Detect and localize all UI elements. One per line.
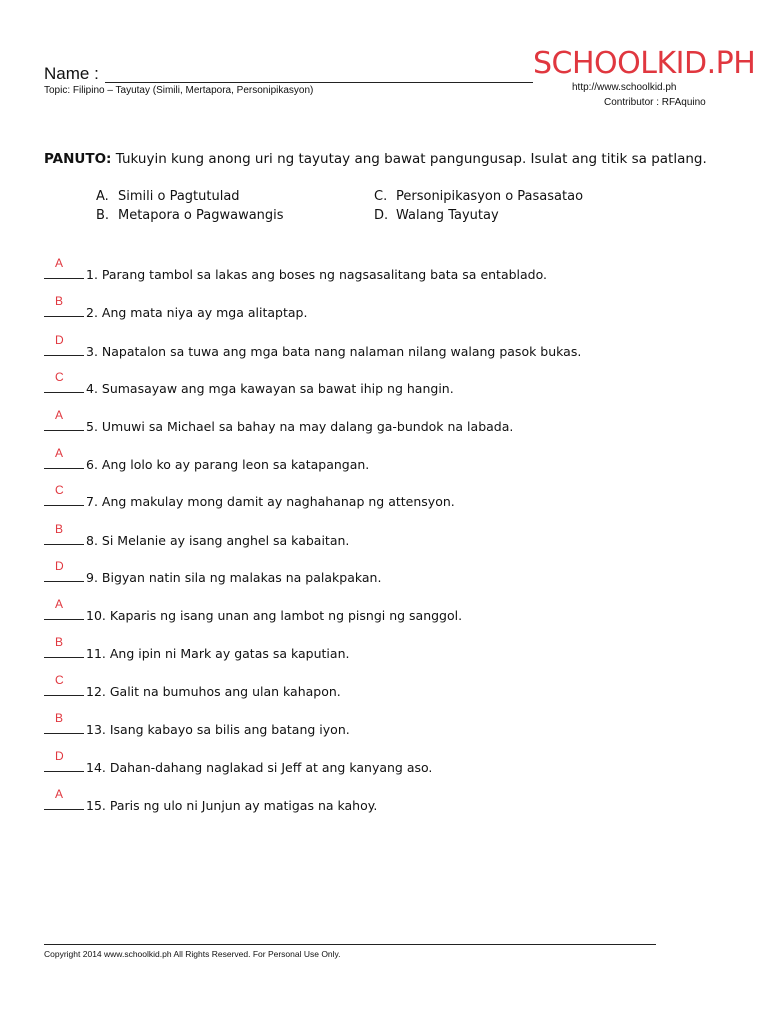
answer-blank[interactable] (44, 446, 84, 469)
choice-letter: D. (374, 208, 389, 223)
question-item (44, 333, 582, 359)
question-text: 11. Ang ipin ni Mark ay gatas sa kaputian. (86, 646, 350, 661)
question-text: 5. Umuwi sa Michael sa bahay na may dalang ga-bundok na labada. (86, 419, 514, 434)
schoolkid-logo: SCHOOLKID.PH (533, 46, 756, 81)
answer-blank[interactable] (44, 408, 84, 431)
question-text: 6. Ang lolo ko ay parang leon sa katapangan. (86, 457, 370, 472)
question-item (44, 635, 350, 661)
answer-blank[interactable] (44, 333, 84, 356)
answer-blank[interactable] (44, 597, 84, 620)
answer-letter: A (55, 256, 64, 270)
question-item (44, 256, 548, 282)
question-item (44, 597, 463, 623)
question-text: 4. Sumasayaw ang mga kawayan sa bawat ihip ng hangin. (86, 381, 454, 396)
choice-text: Metapora o Pagwawangis (118, 208, 284, 223)
answer-letter: A (55, 787, 64, 801)
question-text: 15. Paris ng ulo ni Junjun ay matigas na kahoy. (86, 798, 378, 813)
question-text: 1. Parang tambol sa lakas ang boses ng nagsasalitang bata sa entablado. (86, 267, 548, 282)
question-item (44, 408, 514, 434)
choice-b (96, 208, 284, 223)
answer-letter: D (55, 559, 64, 573)
answer-letter: C (55, 370, 64, 384)
question-item (44, 294, 308, 320)
question-item (44, 370, 454, 396)
question-text: 7. Ang makulay mong damit ay naghahanap ng attensyon. (86, 494, 455, 509)
question-text: 2. Ang mata niya ay mga alitaptap. (86, 305, 308, 320)
answer-letter: B (55, 711, 64, 725)
answer-letter: D (55, 333, 64, 347)
topic-line: Topic: Filipino – Tayutay (Simili, Mertapora, Personipikasyon) (44, 85, 314, 96)
question-text: 14. Dahan-dahang naglakad si Jeff at ang kanyang aso. (86, 760, 433, 775)
choice-letter: B. (96, 208, 110, 223)
answer-blank[interactable] (44, 256, 84, 279)
contributor-credit: Contributor : RFAquino (604, 97, 706, 108)
choice-c (374, 189, 583, 204)
answer-blank[interactable] (44, 749, 84, 772)
question-text: 13. Isang kabayo sa bilis ang batang iyon. (86, 722, 350, 737)
answer-letter: B (55, 522, 64, 536)
choice-text: Walang Tayutay (396, 208, 499, 223)
question-text: 10. Kaparis ng isang unan ang lambot ng pisngi ng sanggol. (86, 608, 463, 623)
answer-letter: A (55, 408, 64, 422)
question-item (44, 483, 455, 509)
site-url: http://www.schoolkid.ph (572, 82, 677, 93)
choice-text: Simili o Pagtutulad (118, 189, 240, 204)
answer-letter: D (55, 749, 64, 763)
answer-blank[interactable] (44, 635, 84, 658)
footer-divider (44, 944, 656, 945)
answer-blank[interactable] (44, 370, 84, 393)
answer-blank[interactable] (44, 711, 84, 734)
answer-letter: B (55, 294, 64, 308)
answer-letter: A (55, 597, 64, 611)
question-item (44, 673, 341, 699)
question-text: 3. Napatalon sa tuwa ang mga bata nang nalaman nilang walang pasok bukas. (86, 344, 582, 359)
question-text: 8. Si Melanie ay isang anghel sa kabaitan. (86, 533, 350, 548)
name-blank-line (105, 82, 533, 83)
answer-blank[interactable] (44, 294, 84, 317)
footer-copyright: Copyright 2014 www.schoolkid.ph All Rights Reserved. For Personal Use Only. (44, 949, 341, 959)
answer-blank[interactable] (44, 483, 84, 506)
choice-d (374, 208, 499, 223)
answer-blank[interactable] (44, 559, 84, 582)
question-item (44, 446, 370, 472)
answer-letter: C (55, 483, 64, 497)
answer-blank[interactable] (44, 673, 84, 696)
choice-text: Personipikasyon o Pasasatao (396, 189, 584, 204)
choice-letter: C. (374, 189, 388, 204)
name-label: Name : (44, 64, 99, 83)
question-text: 9. Bigyan natin sila ng malakas na palakpakan. (86, 570, 382, 585)
answer-letter: B (55, 635, 64, 649)
instructions-label: PANUTO: (44, 151, 112, 167)
instructions (44, 151, 707, 167)
question-item (44, 522, 350, 548)
answer-blank[interactable] (44, 787, 84, 810)
question-item (44, 787, 378, 813)
choice-letter: A. (96, 189, 109, 204)
question-text: 12. Galit na bumuhos ang ulan kahapon. (86, 684, 341, 699)
instructions-text: Tukuyin kung anong uri ng tayutay ang bawat pangungusap. Isulat ang titik sa patlang. (111, 151, 707, 167)
answer-letter: A (55, 446, 64, 460)
question-item (44, 749, 433, 775)
choice-a (96, 189, 240, 204)
question-item (44, 711, 350, 737)
question-item (44, 559, 382, 585)
answer-letter: C (55, 673, 64, 687)
answer-blank[interactable] (44, 522, 84, 545)
